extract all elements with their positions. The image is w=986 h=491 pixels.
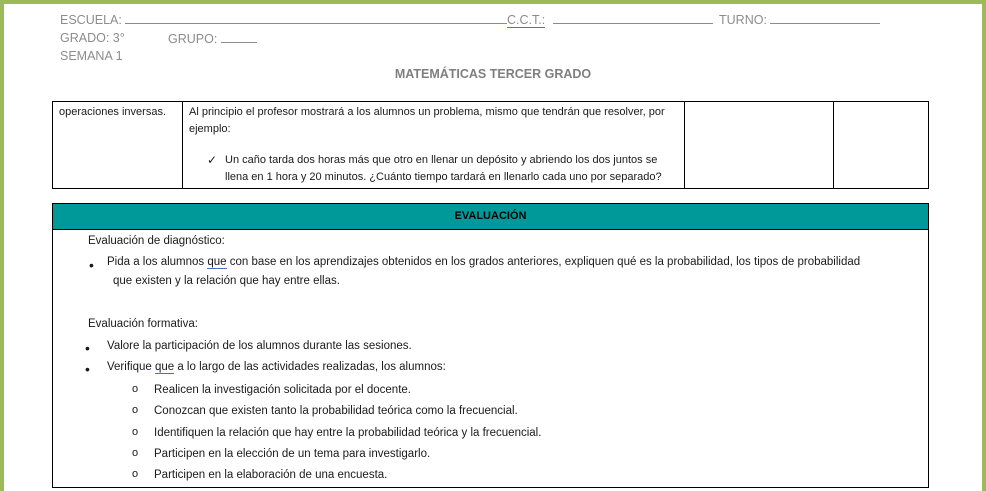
bullet-icon: • <box>89 257 94 273</box>
circle-bullet-icon: o <box>132 447 139 459</box>
list-item: Participen en la elección de un tema para investigarlo. <box>154 448 431 460</box>
page-title: MATEMÁTICAS TERCER GRADO <box>394 67 592 81</box>
list-item: Identifiquen la relación que hay entre la probabilidad teórica y la frecuencial. <box>154 427 542 439</box>
escuela-field <box>60 12 493 27</box>
checkmark-icon: ✓ <box>206 153 217 167</box>
cct-label: C.C.T.: <box>507 13 546 27</box>
example-item <box>189 152 678 186</box>
page-frame-top <box>0 0 986 4</box>
list-item: Realicen la investigación solicitada por el docente. <box>154 384 411 396</box>
bullet-icon: • <box>85 361 90 377</box>
formative-bullet-2: Verifique que a lo largo de las actividades realizadas, los alumnos: <box>107 361 446 373</box>
cct-field <box>493 12 713 27</box>
activity-intro: Al principio el profesor mostrará a los alumnos un problema, mismo que tendrán que resolver, por ejemplo: <box>189 106 665 135</box>
list-item: Conozcan que existen tanto la probabilidad teórica como la frecuencial. <box>154 405 518 417</box>
diagnostic-bullet-cont: que existen y la relación que hay entre ellas. <box>113 275 340 287</box>
diagnostic-bullet: Pida a los alumnos que con base en los aprendizajes obtenidos en los grados anteriores, expliquen qué es la probabilidad, los tipos de probabilidad <box>107 256 861 268</box>
turno-blank <box>770 12 880 24</box>
empty-cell <box>685 102 834 189</box>
grupo-blank <box>221 31 257 43</box>
turno-field <box>719 12 880 27</box>
formative-bullet-1: Valore la participación de los alumnos durante las sesiones. <box>107 340 412 352</box>
activity-topic-cell <box>53 102 183 189</box>
activity-topic: operaciones inversas. <box>59 106 167 118</box>
semana-label: SEMANA 1 <box>60 49 123 63</box>
cct-blank <box>553 12 713 24</box>
grupo-label: GRUPO: <box>168 32 218 46</box>
bullet-icon: • <box>85 340 90 356</box>
circle-bullet-icon: o <box>132 426 139 438</box>
activity-table <box>52 101 929 189</box>
grado-label: GRADO: 3° <box>60 31 125 45</box>
activity-description-cell <box>183 102 685 189</box>
circle-bullet-icon: o <box>132 468 139 480</box>
table-row <box>53 102 929 189</box>
evaluation-heading: EVALUACIÓN <box>53 204 928 230</box>
empty-cell <box>834 102 929 189</box>
diagnostic-title: Evaluación de diagnóstico: <box>88 235 225 247</box>
grupo-field <box>168 31 257 46</box>
circle-bullet-icon: o <box>132 404 139 416</box>
formative-title: Evaluación formativa: <box>88 318 198 330</box>
list-item: Participen en la elaboración de una encuesta. <box>154 469 388 481</box>
escuela-label: ESCUELA: <box>60 13 122 27</box>
evaluation-section <box>52 203 929 488</box>
example-text: Un caño tarda dos horas más que otro en llenar un depósito y abriendo los dos juntos se llena en 1 hora y 20 minutos. ¿Cuánto tiempo tardará en llenarlo cada uno por separado? <box>225 154 662 183</box>
escuela-blank <box>125 12 493 24</box>
turno-label: TURNO: <box>719 13 767 27</box>
circle-bullet-icon: o <box>132 383 139 395</box>
